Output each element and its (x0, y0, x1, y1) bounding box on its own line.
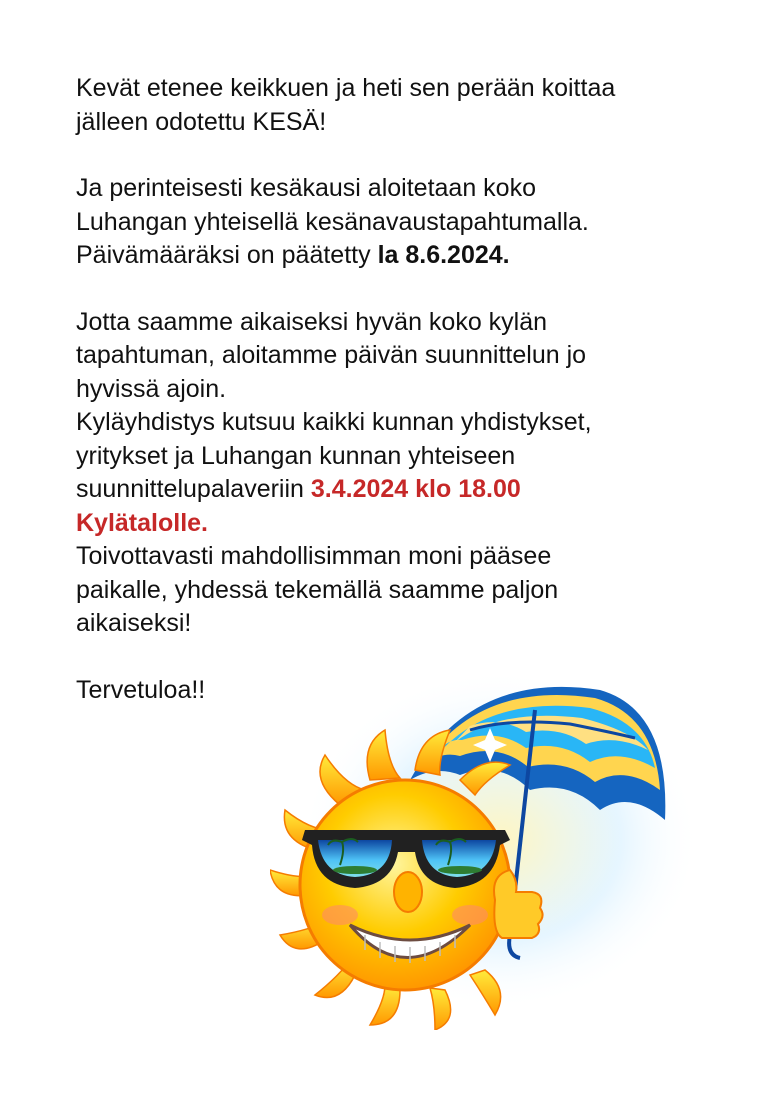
intro-line-1: Kevät etenee keikkuen ja heti sen perään koittaa (76, 74, 616, 102)
event-line-2: Luhangan yhteisellä kesänavaustapahtumalla. (76, 207, 589, 236)
invitation-paragraph (76, 306, 736, 641)
event-paragraph (76, 172, 736, 273)
intro-paragraph (76, 72, 736, 139)
event-line-3: Päivämääräksi on päätetty (76, 241, 378, 269)
invitation-line-5: yritykset ja Luhangan kunnan yhteiseen (76, 441, 516, 470)
meeting-place: Kylätalolle. (76, 508, 208, 537)
sun-with-sunglasses-and-umbrella-icon (270, 670, 700, 1030)
invitation-line-3: hyvissä ajoin. (76, 374, 227, 403)
invitation-line-6: suunnittelupalaveriin (76, 475, 311, 503)
invitation-line-2: tapahtuman, aloitamme päivän suunnittelun jo (76, 341, 587, 369)
event-date: la 8.6.2024. (377, 241, 510, 269)
event-line-1: Ja perinteisesti kesäkausi aloitetaan koko (76, 174, 536, 202)
invitation-line-8: Toivottavasti mahdollisimman moni pääsee (76, 542, 552, 570)
invitation-line-10: aikaiseksi! (76, 609, 192, 637)
invitation-line-1: Jotta saamme aikaiseksi hyvän koko kylän (76, 307, 548, 336)
invitation-line-4: Kyläyhdistys kutsuu kaikki kunnan yhdistykset, (76, 408, 592, 436)
invitation-line-9: paikalle, yhdessä tekemällä saamme paljon (76, 575, 559, 604)
closing-text: Tervetuloa!! (76, 675, 206, 704)
sun-icon (300, 780, 510, 990)
meeting-datetime: 3.4.2024 klo 18.00 (310, 475, 521, 503)
intro-line-2: jälleen odotettu KESÄ! (76, 107, 327, 136)
letter-body (76, 72, 736, 707)
